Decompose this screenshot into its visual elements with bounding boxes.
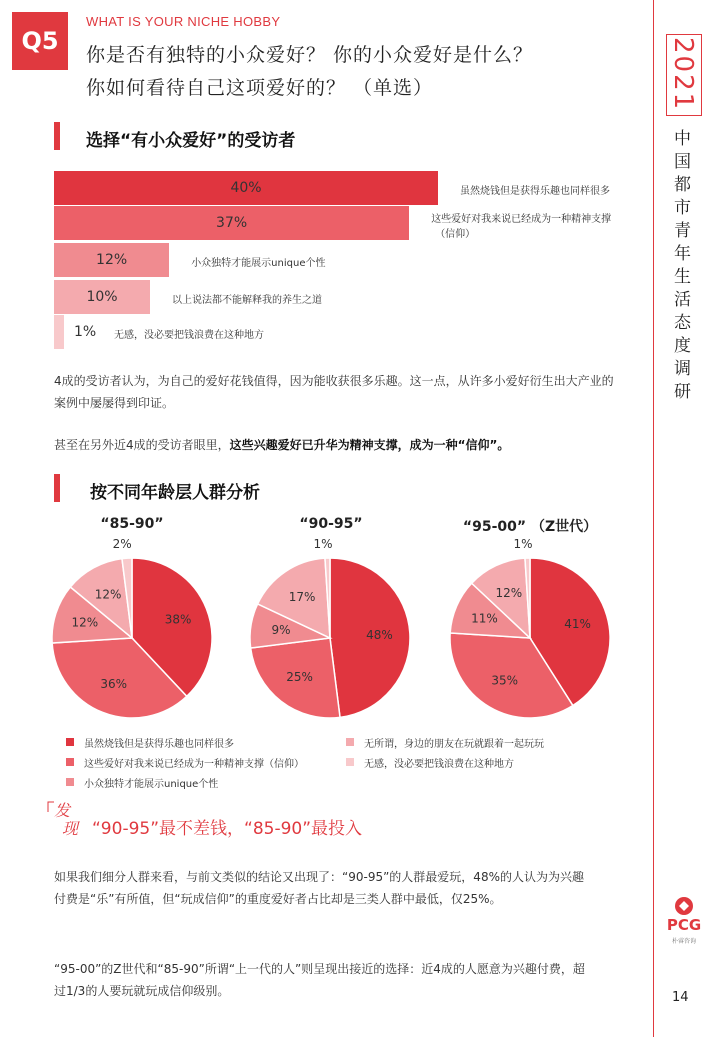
legend-label: 这些爱好对我来说已经成为一种精神支撑（信仰） xyxy=(84,758,304,770)
pie-data-label: 38% xyxy=(164,612,192,627)
legend-swatch xyxy=(66,778,74,786)
bar-note xyxy=(114,326,264,341)
legend-label: 虽然烧钱但是获得乐趣也同样很多 xyxy=(84,738,234,750)
finding-mark-char: 发 xyxy=(54,801,71,820)
section-marker xyxy=(54,122,60,150)
bar-note xyxy=(460,182,610,197)
bar-note-line: 虽然烧钱但是获得乐趣也同样很多 xyxy=(460,186,610,197)
pie-charts xyxy=(0,530,650,730)
bar-value-label: 10% xyxy=(86,289,118,305)
brand-subtitle: 朴睿咨询 xyxy=(671,938,696,945)
bar-value-label: 12% xyxy=(96,252,128,268)
sidebar-divider xyxy=(653,0,654,1037)
survey-title: 中国都市青年生活态度调研 xyxy=(674,129,691,402)
paragraph-text: 甚至在另外近4成的受访者眼里， xyxy=(54,438,230,452)
pie-title: “90-95” xyxy=(299,516,363,532)
finding-mark xyxy=(50,802,78,838)
legend-item xyxy=(346,732,616,752)
question-line-1: 你是否有独特的小众爱好？ 你的小众爱好是什么？ xyxy=(86,44,534,66)
pie-data-label: 36% xyxy=(100,677,128,692)
finding-title: “90-95”最不差钱，“85-90”最投入 xyxy=(92,819,363,839)
finding-mark-char: 现 xyxy=(62,819,79,838)
bar xyxy=(54,280,150,314)
legend-left xyxy=(66,732,326,792)
legend-item xyxy=(66,752,326,772)
pie-data-label: 35% xyxy=(491,673,519,688)
page-number: 14 xyxy=(672,990,689,1005)
pie-title: “85-90” xyxy=(100,516,164,532)
bar-note xyxy=(191,254,325,269)
pie-data-label: 1% xyxy=(513,537,533,552)
bar-value-label: 1% xyxy=(74,324,97,340)
pie-data-label: 2% xyxy=(112,537,132,552)
question-subtitle: WHAT IS YOUR NICHE HOBBY xyxy=(86,14,281,29)
pie-title: “95-00” （Z世代） xyxy=(462,519,598,535)
legend-item xyxy=(346,752,616,772)
pie-data-label: 12% xyxy=(94,587,122,602)
paragraph: “95-00”的Z世代和“85-90”所谓“上一代的人”则呈现出接近的选择：近4成的人愿意为兴趣付费，超过1/3的人要玩就玩成信仰级别。 xyxy=(54,962,585,998)
paragraph: 4成的受访者认为，为自己的爱好花钱值得，因为能收获很多乐趣。这一点，从许多小爱好衍生出大产业的案例中屡屡得到印证。 xyxy=(54,374,614,410)
legend-swatch xyxy=(66,738,74,746)
question-badge: Q5 xyxy=(12,12,68,70)
legend-item xyxy=(66,732,326,752)
paragraph: 如果我们细分人群来看，与前文类似的结论又出现了：“90-95”的人群最爱玩，48%的人认为为兴趣付费是“乐”有所值，但“玩成信仰”的重度爱好者占比却是三类人群中最低，仅25%。 xyxy=(54,870,584,906)
section-marker xyxy=(54,474,60,502)
bar-note-line: 这些爱好对我来说已经成为一种精神支撑 xyxy=(431,214,612,225)
bar xyxy=(54,315,97,349)
brand-logo-text: PCG xyxy=(666,916,702,934)
legend-swatch xyxy=(346,758,354,766)
bar-value-label: 37% xyxy=(216,215,248,231)
pie-data-label: 1% xyxy=(313,537,333,552)
bar-note-line: 小众独特才能展示unique个性 xyxy=(191,258,326,269)
pie-data-label: 25% xyxy=(286,670,313,685)
bar-note xyxy=(431,210,611,240)
bar xyxy=(54,206,409,240)
pie-data-label: 41% xyxy=(564,617,591,632)
question-line-2: 你如何看待自己这项爱好的？ （单选） xyxy=(86,77,434,99)
bar-note xyxy=(172,291,322,306)
bar-note-line: 以上说法都不能解释我的养生之道 xyxy=(172,295,322,306)
bar xyxy=(54,243,169,277)
bar xyxy=(54,171,438,205)
legend-swatch xyxy=(66,758,74,766)
year-label: 2021 xyxy=(668,36,698,112)
bar-note-line: 无感，没必要把钱浪费在这种地方 xyxy=(114,330,264,341)
pie-data-label: 12% xyxy=(495,586,523,601)
bar-note-line: （信仰） xyxy=(435,229,476,240)
pie-data-label: 12% xyxy=(71,615,99,630)
paragraph-highlight xyxy=(54,434,614,456)
legend-label: 无感，没必要把钱浪费在这种地方 xyxy=(364,758,514,770)
legend-item xyxy=(66,772,326,792)
pie-data-label: 17% xyxy=(288,589,316,604)
bar-value-label: 40% xyxy=(230,180,262,196)
section-title: 选择“有小众爱好”的受访者 xyxy=(86,131,296,151)
legend-label: 小众独特才能展示unique个性 xyxy=(84,778,219,790)
legend-swatch xyxy=(346,738,354,746)
pie-data-label: 48% xyxy=(366,627,393,642)
brand-logo-icon xyxy=(674,896,694,916)
section-title: 按不同年龄层人群分析 xyxy=(90,483,260,503)
pie-data-label: 9% xyxy=(271,623,291,638)
legend-right xyxy=(346,732,616,772)
legend-label: 无所谓，身边的朋友在玩就跟着一起玩玩 xyxy=(364,738,544,750)
paragraph-bold-text: 这些兴趣爱好已升华为精神支撑，成为一种“信仰”。 xyxy=(229,438,510,452)
pie-data-label: 11% xyxy=(471,611,498,626)
